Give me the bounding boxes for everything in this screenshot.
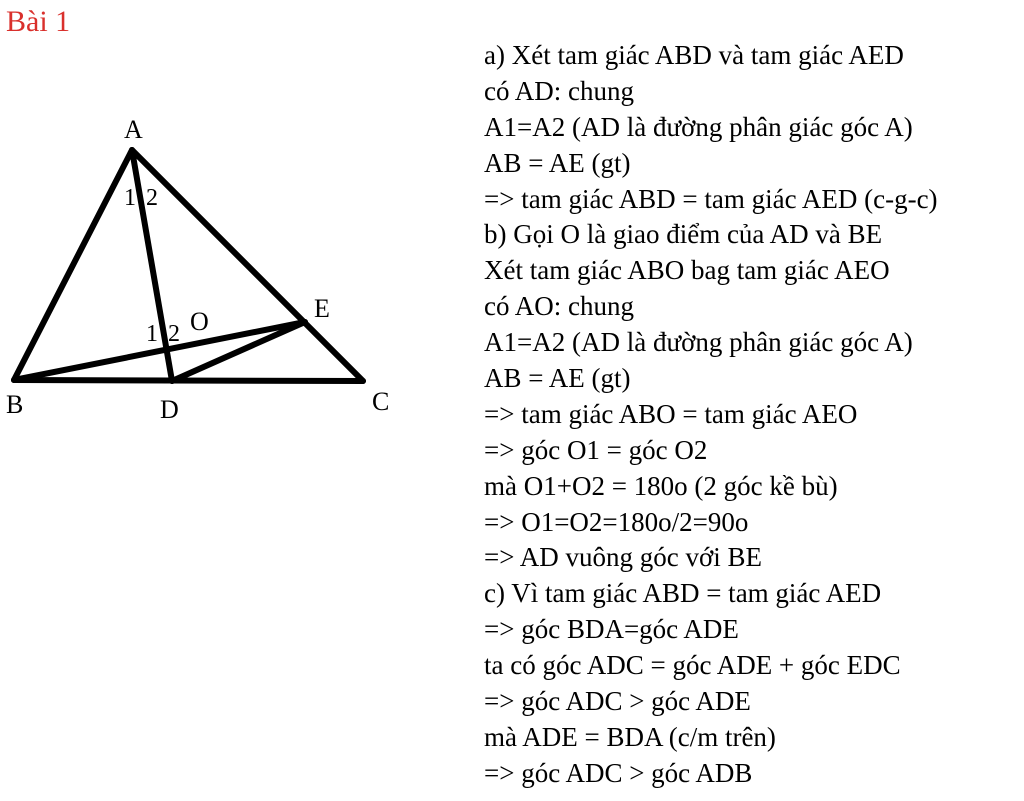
solution-line: => góc BDA=góc ADE: [484, 614, 739, 645]
solution-line: => tam giác ABD = tam giác AED (c-g-c): [484, 183, 938, 214]
solution-line: ta có góc ADC = góc ADE + góc EDC: [484, 650, 901, 681]
solution-line: A1=A2 (AD là đường phân giác góc A): [484, 327, 913, 358]
solution-line: mà O1+O2 = 180o (2 góc kề bù): [484, 470, 838, 501]
point-label-o: O: [190, 307, 209, 336]
solution-line: có AO: chung: [484, 291, 634, 322]
segment-bc: [14, 380, 363, 381]
solution-line: A1=A2 (AD là đường phân giác góc A): [484, 111, 913, 142]
geometry-figure: [0, 100, 420, 430]
point-label-a: A: [124, 115, 143, 144]
angle-mark-a2: 2: [146, 185, 158, 211]
solution-line: => AD vuông góc với BE: [484, 542, 762, 573]
solution-text: [484, 38, 1020, 792]
angle-mark-o2: 2: [168, 321, 180, 347]
solution-line: Xét tam giác ABO bag tam giác AEO: [484, 255, 890, 286]
solution-line: => O1=O2=180o/2=90o: [484, 506, 749, 537]
segment-ab: [14, 150, 132, 380]
point-label-b: B: [6, 390, 24, 419]
exercise-title: Bài 1: [6, 5, 71, 38]
solution-line: AB = AE (gt): [484, 147, 631, 178]
point-label-d: D: [160, 395, 179, 424]
angle-mark-o1: 1: [146, 321, 158, 347]
solution-line: => góc ADC > góc ADB: [484, 757, 753, 788]
point-label-c: C: [372, 387, 390, 416]
solution-line: => góc O1 = góc O2: [484, 434, 708, 465]
solution-line: có AD: chung: [484, 75, 634, 106]
solution-line: c) Vì tam giác ABD = tam giác AED: [484, 578, 882, 609]
solution-line: AB = AE (gt): [484, 363, 631, 394]
solution-line: => góc ADC > góc ADE: [484, 686, 751, 717]
angle-mark-a1: 1: [124, 185, 136, 211]
segment-be: [14, 322, 305, 380]
solution-line: b) Gọi O là giao điểm của AD và BE: [484, 219, 883, 250]
solution-line: => tam giác ABO = tam giác AEO: [484, 398, 858, 429]
solution-line: mà ADE = BDA (c/m trên): [484, 721, 776, 752]
solution-line: a) Xét tam giác ABD và tam giác AED: [484, 40, 904, 70]
point-label-e: E: [314, 294, 330, 323]
